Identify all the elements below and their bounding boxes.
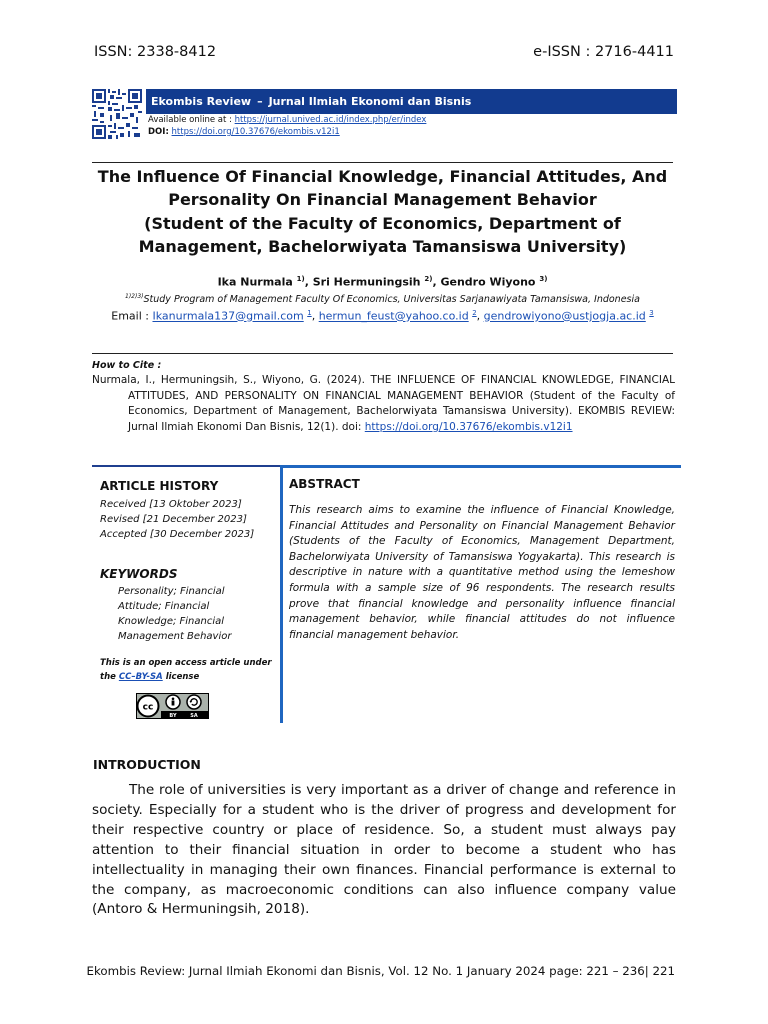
affiliation-sup: 1)2)3)	[125, 293, 144, 300]
title-line: (Student of the Faculty of Economics, Department of	[144, 213, 621, 233]
author-name: Ika Nurmala	[217, 275, 293, 289]
citation-text: Nurmala, I., Hermuningsih, S., Wiyono, G. (2024). THE INFLUENCE OF FINANCIAL KNOWLEDGE, FINANCIAL ATTITUDES, AND PERSONALITY ON FINANCIAL MANAGEMENT BEHAVIOR (Student of the Faculty of Economics, Department of Management, Bachelorwiyata Tamansiswa University). EKOMBIS REVIEW: Jurnal Ilmiah Ekonomi Dan Bisnis, 12(1). doi:	[92, 374, 675, 433]
open-access-suffix: license	[165, 671, 200, 682]
article-history-list	[100, 497, 254, 542]
issn: ISSN: 2338-8412	[94, 44, 217, 60]
available-label: Available online at :	[148, 115, 232, 125]
title-divider-top	[92, 162, 673, 163]
title-line: The Influence Of Financial Knowledge, Financial Attitudes, And	[97, 167, 668, 186]
journal-name: Ekombis Review	[151, 95, 252, 108]
email-sup: 2	[472, 309, 477, 317]
affiliation-text: Study Program of Management Faculty Of Economics, Universitas Sarjanawiyata Tamansiswa, Indonesia	[143, 294, 640, 306]
title-line: Personality On Financial Management Behavior	[168, 190, 597, 210]
open-access-text: This is an open access article under the	[100, 658, 272, 682]
qr-code-icon	[92, 89, 142, 139]
abstract-title: ABSTRACT	[289, 477, 360, 491]
doi-link[interactable]: https://doi.org/10.37676/ekombis.v12i1	[171, 127, 340, 137]
doi-label: DOI:	[148, 127, 169, 137]
received-date: Received [13 Oktober 2023]	[100, 499, 242, 510]
open-access-note	[100, 657, 278, 684]
email-link[interactable]: gendrowiyono@ustjogja.ac.id	[483, 309, 646, 323]
article-history-title: ARTICLE HISTORY	[100, 479, 219, 493]
email-link[interactable]: hermun_feust@yahoo.co.id	[318, 309, 469, 323]
abstract-text: This research aims to examine the influence of Financial Knowledge, Financial Attitudes and Personality on Financial Management Behavior (Students of the Faculty of Economics, Management Department, Bachelorwiyata University of Tamansiswa Yogyakarta). This research is descriptive in nature with a quantitative method using the lemeshow formula with a sample size of 96 respondents. The research results prove that financial knowledge and personality influence financial management behavior, while financial attitudes do not influence financial management behavior.	[289, 504, 675, 641]
cc-badge-label: BY	[169, 713, 177, 719]
doi-line	[148, 127, 340, 137]
journal-url-link[interactable]: https://jurnal.unived.ac.id/index.php/er/index	[234, 115, 427, 125]
svg-text:cc: cc	[142, 702, 154, 713]
author-sup: 3)	[539, 275, 548, 283]
citation-block	[92, 373, 675, 435]
keywords-title: KEYWORDS	[100, 567, 178, 581]
sidebar-top-rule	[92, 465, 281, 467]
introduction-title: INTRODUCTION	[93, 757, 201, 772]
email-line: Email : Ikanurmala137@gmail.com $^1$, hermun_feust@yahoo.co.id $^2$, gendrowiyono@ustjogja.ac.id $^3$	[111, 309, 654, 323]
introduction-body	[92, 781, 676, 920]
citation-heading: How to Cite :	[92, 360, 162, 371]
email-link[interactable]: Ikanurmala137@gmail.com	[152, 309, 304, 323]
email-sup: 3	[649, 309, 654, 317]
cc-by-sa-badge-icon[interactable]	[136, 693, 209, 719]
author-list: Ika Nurmala $^{1)}$, Sri Hermuningsih $^{2)}$, Gendro Wiyono $^{3)}$	[217, 275, 548, 289]
available-online	[148, 115, 426, 125]
revised-date: Revised [21 December 2023]	[100, 514, 247, 525]
keywords-list: Personality; Financial Attitude; Financial Knowledge; Financial Management Behavior	[118, 586, 232, 642]
citation-doi-link[interactable]: https://doi.org/10.37676/ekombis.v12i1	[364, 420, 573, 433]
column-divider	[280, 465, 283, 723]
journal-separator: –	[257, 95, 263, 108]
author-sup: 1)	[296, 275, 305, 283]
email-label: Email :	[111, 309, 149, 323]
affiliation	[92, 293, 673, 305]
introduction-paragraph: The role of universities is very important as a driver of change and reference in society. Especially for a student who is the driver of progress and development for their respective country or place of residence. So, a student must always pay attention to their financial situation in order to become a student who has intellectuality in managing their own finances. Financial performance is external to the company, as macroeconomic conditions can also influence company value (Antoro & Hermuningsih, 2018).	[92, 782, 676, 918]
author-sup: 2)	[424, 275, 433, 283]
citation-divider	[92, 353, 673, 354]
author-name: Sri Hermuningsih	[312, 275, 421, 289]
journal-subtitle: Jurnal Ilmiah Ekonomi dan Bisnis	[268, 95, 472, 108]
license-link[interactable]: CC–BY-SA	[118, 671, 163, 682]
accepted-date: Accepted [30 December 2023]	[100, 529, 255, 540]
cc-badge-label: SA	[190, 713, 198, 719]
author-name: Gendro Wiyono	[440, 275, 536, 289]
abstract-top-rule	[281, 465, 681, 468]
page-footer: Ekombis Review: Jurnal Ilmiah Ekonomi dan Bisnis, Vol. 12 No. 1 January 2024 page: 221 – 236| 221	[86, 964, 675, 978]
title-line: Management, Bachelorwiyata Tamansiswa University)	[138, 236, 627, 256]
e-issn: e-ISSN : 2716-4411	[533, 44, 674, 60]
article-title	[92, 165, 673, 258]
journal-banner	[146, 89, 677, 114]
email-sup: 1	[307, 309, 312, 317]
